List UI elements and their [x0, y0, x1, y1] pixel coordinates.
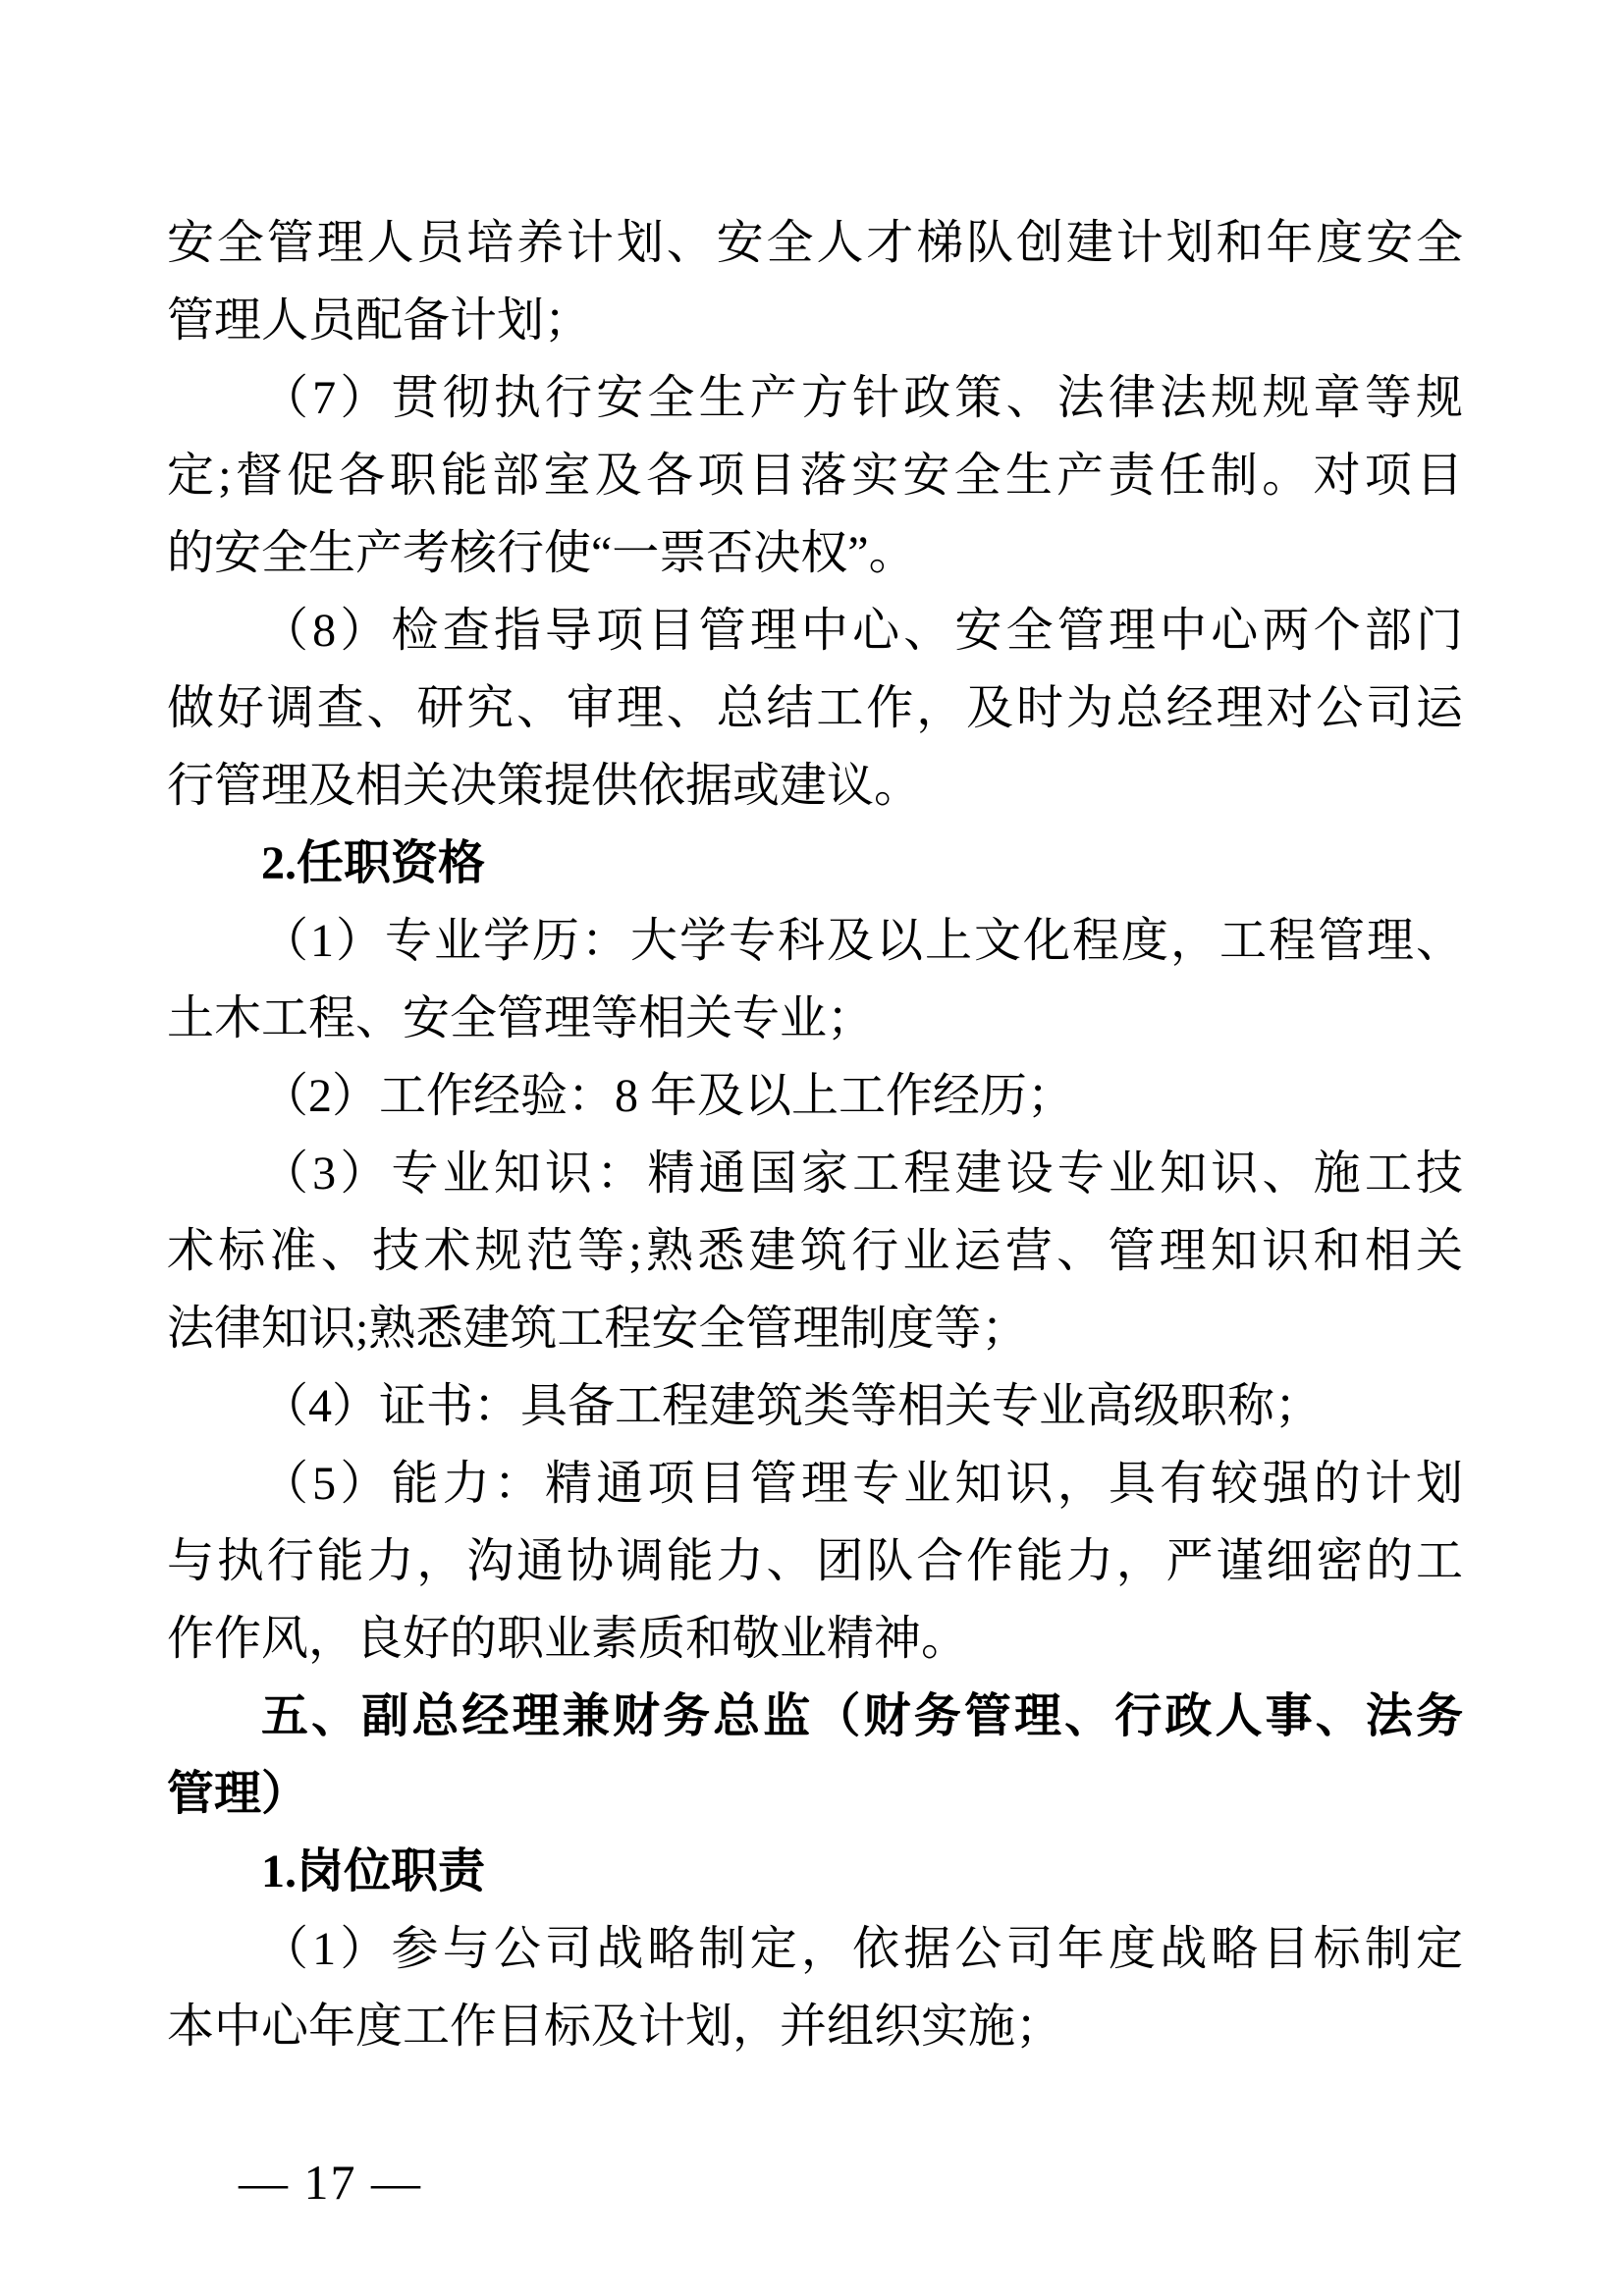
paragraph [167, 902, 1463, 1057]
heading-line: 2.任职资格 [261, 837, 486, 889]
text-line: 安全管理人员培养计划、安全人才梯队创建计划和年度安全 [167, 217, 1463, 269]
heading-line: 五、副总经理兼财务总监（财务管理、行政人事、法务 [261, 1690, 1463, 1742]
text-line: 的安全生产考核行使“一票否决权”。 [167, 527, 916, 579]
document-body [167, 204, 1463, 2065]
text-line: 土木工程、安全管理等相关专业； [167, 992, 875, 1044]
section-heading-duties [167, 1833, 1463, 1910]
text-line: 定;督促各职能部室及各项目落实安全生产责任制。对项目 [167, 450, 1463, 502]
paragraph [167, 1057, 1463, 1135]
text-line: 法律知识;熟悉建筑工程安全管理制度等； [167, 1303, 1029, 1355]
page-number: — 17 — [239, 2155, 422, 2210]
paragraph [167, 1367, 1463, 1445]
text-line: 作作风，良好的职业素质和敬业精神。 [167, 1613, 969, 1665]
text-line: 行管理及相关决策提供依据或建议。 [167, 760, 922, 812]
text-line: （8）检查指导项目管理中心、安全管理中心两个部门 [261, 605, 1463, 657]
paragraph [167, 1135, 1463, 1367]
text-line: （7）贯彻执行安全生产方针政策、法律法规规章等规 [261, 372, 1463, 424]
section-heading-five [167, 1678, 1463, 1833]
text-line: （1）参与公司战略制定，依据公司年度战略目标制定 [261, 1923, 1463, 1975]
text-line: （2）工作经验：8 年及以上工作经历； [261, 1070, 1075, 1122]
text-line: 管理人员配备计划； [167, 294, 592, 347]
paragraph [167, 359, 1463, 592]
text-line: 本中心年度工作目标及计划，并组织实施； [167, 2001, 1063, 2053]
text-line: （5）能力：精通项目管理专业知识，具有较强的计划 [261, 1458, 1463, 1510]
paragraph [167, 592, 1463, 825]
paragraph [167, 1445, 1463, 1678]
text-line: （3）专业知识：精通国家工程建设专业知识、施工技 [261, 1148, 1463, 1200]
text-line: 与执行能力，沟通协调能力、团队合作能力，严谨细密的工 [167, 1535, 1463, 1587]
paragraph [167, 1910, 1463, 2065]
paragraph [167, 204, 1463, 359]
heading-line: 1.岗位职责 [261, 1845, 486, 1897]
text-line: （1）专业学历：大学专科及以上文化程度，工程管理、 [261, 915, 1463, 967]
text-line: 术标准、技术规范等;熟悉建筑行业运营、管理知识和相关 [167, 1225, 1463, 1277]
text-line: （4）证书：具备工程建筑类等相关专业高级职称； [261, 1380, 1323, 1432]
text-line: 做好调查、研究、审理、总结工作，及时为总经理对公司运 [167, 682, 1463, 734]
section-heading-qualifications [167, 825, 1463, 902]
heading-line: 管理） [167, 1768, 309, 1820]
